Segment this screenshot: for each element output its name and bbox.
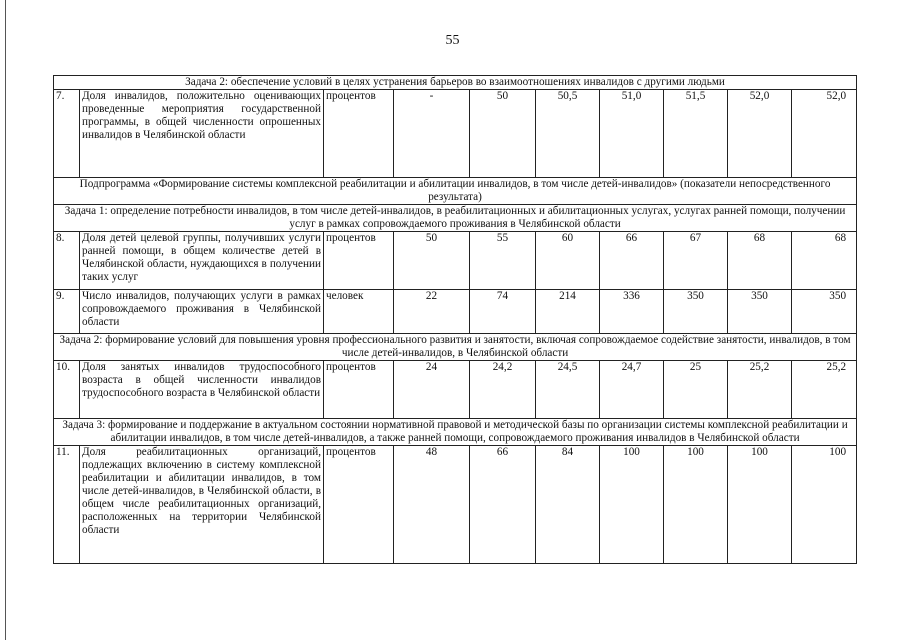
unit-cell: процентов — [324, 232, 394, 290]
row-number: 7. — [54, 90, 80, 178]
table-row — [54, 232, 857, 290]
value-cell: 52,0 — [792, 90, 857, 178]
value-cell: 51,0 — [600, 90, 664, 178]
unit-cell: человек — [324, 290, 394, 334]
section-row — [54, 178, 857, 205]
section-task-2-barriers: Задача 2: обеспечение условий в целях устранения барьеров во взаимоотношениях инвалидов с другими людьми — [54, 76, 857, 90]
value-cell: 24,5 — [536, 361, 600, 419]
table-row — [54, 290, 857, 334]
value-cell: 24,7 — [600, 361, 664, 419]
indicator-name: Доля инвалидов, положительно оценивающих проведенные мероприятия государственной программы, в общей численности опрошенных инвалидов в Челябинской области — [80, 90, 324, 178]
section-task-1-needs: Задача 1: определение потребности инвалидов, в том числе детей-инвалидов, в реабилитационных и абилитационных услугах, услугах ранней помощи, получении услуг в рамках сопровождаемого проживания в Челябинской области — [54, 205, 857, 232]
value-cell: 50,5 — [536, 90, 600, 178]
value-cell: 100 — [792, 446, 857, 564]
scan-edge-line — [5, 0, 6, 640]
row-number: 9. — [54, 290, 80, 334]
value-cell: 68 — [792, 232, 857, 290]
indicator-name: Число инвалидов, получающих услуги в рамках сопровождаемого проживания в Челябинской области — [80, 290, 324, 334]
value-cell: 50 — [394, 232, 470, 290]
table-row — [54, 90, 857, 178]
value-cell: 22 — [394, 290, 470, 334]
table-row — [54, 446, 857, 564]
unit-cell: процентов — [324, 446, 394, 564]
value-cell: 52,0 — [728, 90, 792, 178]
value-cell: 350 — [792, 290, 857, 334]
value-cell: - — [394, 90, 470, 178]
indicator-name: Доля реабилитационных организаций, подлежащих включению в систему комплексной реабилитации и абилитации инвалидов, в том числе детей-инвалидов, в Челябинской области, в общем числе реабилитационных организаций, расположенных на территории Челябинской области — [80, 446, 324, 564]
value-cell: 100 — [664, 446, 728, 564]
unit-cell: процентов — [324, 90, 394, 178]
value-cell: 55 — [470, 232, 536, 290]
section-row — [54, 419, 857, 446]
value-cell: 336 — [600, 290, 664, 334]
indicators-table — [53, 75, 857, 564]
value-cell: 100 — [728, 446, 792, 564]
value-cell: 66 — [470, 446, 536, 564]
section-row — [54, 76, 857, 90]
table-row — [54, 361, 857, 419]
value-cell: 68 — [728, 232, 792, 290]
section-row — [54, 334, 857, 361]
indicator-name: Доля занятых инвалидов трудоспособного возраста в общей численности инвалидов трудоспособного возраста в Челябинской области — [80, 361, 324, 419]
indicator-name: Доля детей целевой группы, получивших услуги ранней помощи, в общем количестве детей в Челябинской области, нуждающихся в получении таких услуг — [80, 232, 324, 290]
value-cell: 25,2 — [792, 361, 857, 419]
value-cell: 350 — [664, 290, 728, 334]
section-row — [54, 205, 857, 232]
value-cell: 74 — [470, 290, 536, 334]
value-cell: 51,5 — [664, 90, 728, 178]
section-task-2-employment: Задача 2: формирование условий для повышения уровня профессионального развития и занятости, включая сопровождаемое содействие занятости, инвалидов, в том числе детей-инвалидов, в Челябинской области — [54, 334, 857, 361]
value-cell: 24,2 — [470, 361, 536, 419]
value-cell: 48 — [394, 446, 470, 564]
section-task-3-normative: Задача 3: формирование и поддержание в актуальном состоянии нормативной правовой и методической базы по организации системы комплексной реабилитации и абилитации инвалидов, в том числе детей-инвалидов, а также ранней помощи, сопровождаемого проживания инвалидов в Челябинской области — [54, 419, 857, 446]
value-cell: 66 — [600, 232, 664, 290]
value-cell: 350 — [728, 290, 792, 334]
value-cell: 25,2 — [728, 361, 792, 419]
value-cell: 60 — [536, 232, 600, 290]
row-number: 10. — [54, 361, 80, 419]
value-cell: 24 — [394, 361, 470, 419]
value-cell: 25 — [664, 361, 728, 419]
unit-cell: процентов — [324, 361, 394, 419]
page-number: 55 — [445, 33, 460, 48]
section-subprogram: Подпрограмма «Формирование системы комплексной реабилитации и абилитации инвалидов, в том числе детей-инвалидов» (показатели непосредственного результата) — [54, 178, 857, 205]
value-cell: 50 — [470, 90, 536, 178]
value-cell: 214 — [536, 290, 600, 334]
row-number: 8. — [54, 232, 80, 290]
row-number: 11. — [54, 446, 80, 564]
value-cell: 67 — [664, 232, 728, 290]
value-cell: 84 — [536, 446, 600, 564]
value-cell: 100 — [600, 446, 664, 564]
